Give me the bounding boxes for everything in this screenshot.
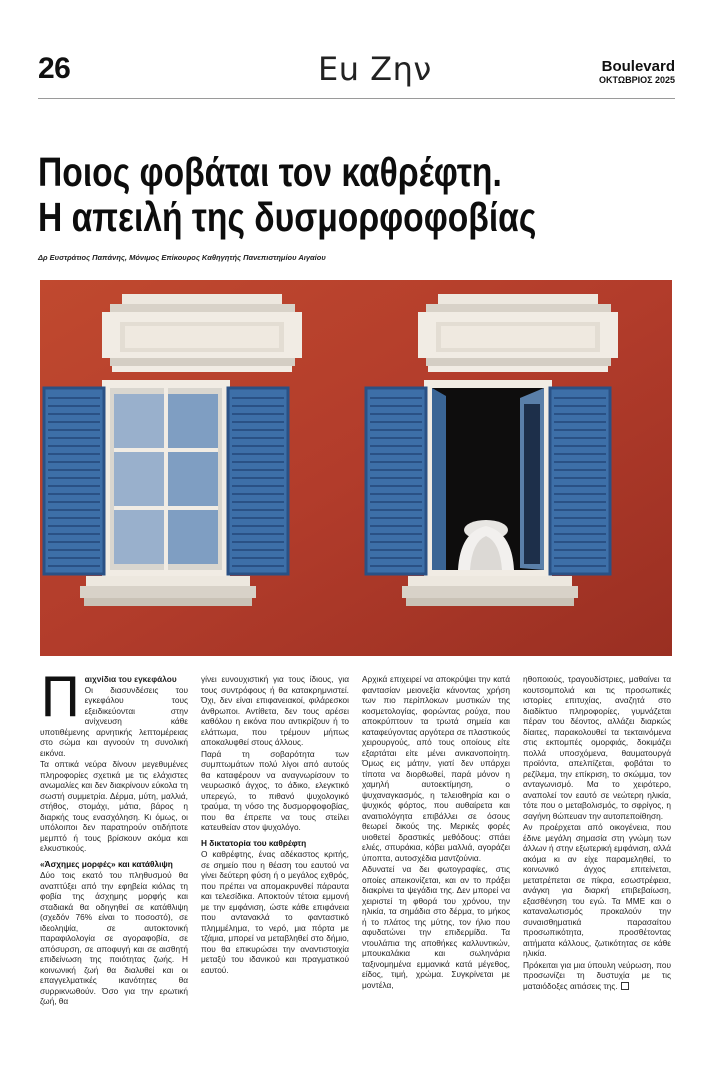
paragraph: Οι διασυνδέσεις του εγκεφάλου τους εξειδικεύονται στην ανίχνευση κάθε υποτιθέμενης αρνητικής λεπτομέρειας στο σώμα και αγνοούν τη συνολική εικόνα. (40, 684, 188, 758)
paragraph: Αρχικά επιχειρεί να αποκρύψει την κατά φαντασίαν μειονεξία κάνοντας χρήση των πιο περίπλοκων μυστικών της κοσμετολογίας, φορώντας ρούχα, που αποκρύπτουν τα τρωτά σημεία και καταφεύγοντας αργότερα σε πλαστικούς χειρουργούς, από τους οποίους είτε εξαρτάται είτε μένει ανικανοποίητη. Όμως εις μάτην, γιατί δεν υπάρχει τίποτα να διορθωθεί, παρά μόνον η χαμηλή αυτοεκτίμηση, ο ψυχαναγκασμός, η τελειοθηρία και ο ψυχικός φόρτος, που αυθαίρετα και αναιτιολόγητα επιβάλλει σε όσους θεωρεί δικούς της. Μερικές φορές υιοθετεί δραστικές μεθόδους: σπάει ελιές, σπυράκια, κόβει μαλλιά, αγοράζει ύποπτα, αυτοσχέδια μαντζούνια. (362, 674, 510, 863)
paragraph: ηθοποιούς, τραγουδίστριες, μαθαίνει τα κουτσομπολιά και τις προσωπικές ιστορίες επιτυχίας, αναζητά στο διαδίκτυο πληροφορίες, γυμνάζεται πέραν του δέοντος, αλλάζει διαρκώς δίαιτες, παρακολουθεί τα τεκταινόμενα στις εκπομπές ομορφιάς, δοκιμάζει πολλά υποσχόμενα, θαυματουργά προϊόντα, απελπίζεται, φοβάται το ρεζίλεμα, την επίκριση, το σκώμμα, τον ανταγωνισμό. Μα το χειρότερο, αναπολεί τον εαυτό σε νεώτερη ηλικία, τότε που ο μεταβολισμός, το σφρίγος, η σαγήνη θώπευαν την αυτοπεποίθηση. (523, 674, 671, 821)
article-title (38, 150, 563, 240)
issue-date: ΟΚΤΩΒΡΙΟΣ 2025 (599, 75, 675, 85)
article-body (40, 666, 672, 1074)
lead-subheading: αιχνίδια του εγκεφάλου (84, 674, 177, 684)
page-number: 26 (38, 52, 71, 85)
header-divider (38, 98, 675, 99)
section-title: Eu Zην (318, 50, 432, 88)
paragraph: Αν προέρχεται από οικογένεια, που έδινε μεγάλη σημασία στη γνώμη των άλλων ή στην εξωτερική εμφάνιση, αλλά ακόμα κι αν είχε παραμεληθεί, το κοινωνικό άγχος επιτείνεται, μετατρέπεται σε πίκρα, εσωστρέφεια, ανάγκη για διαρκή επιβεβαίωση, εξασθένηση του εγώ. Τα ΜΜΕ και ο καταναλωτισμός προκαλούν την συναισθηματικά παρασαίτου προσωπικότητα, προσθέτοντας αιτήματα κάλλους, ζωτικότητας σε κάθε ηλικία. (523, 822, 671, 958)
column-2 (201, 674, 349, 976)
magazine-brand (599, 60, 675, 85)
paragraph: Παρά τη σοβαρότητα των συμπτωμάτων πολύ λίγοι από αυτούς θα καταφέρουν να αναγνωρίσουν το νευρωσικό άγχος, το άδικο, ελεγκτικό υπερεγώ, το πιθανό ψυχολογικό τραύμα, τη νόσο της δυσμορφοφοβίας, που θα έπρεπε να τους στείλει κατευθείαν στον ψυχολόγο. (201, 748, 349, 832)
paragraph: Δύο τοις εκατό του πληθυσμού θα αναπτύξει από την εφηβεία κιόλας τη φοβία της άσχημης μορφής και σταδιακά θα οδηγηθεί σε κατάθλιψη (σχεδόν 76% είναι το ποσοστό), σε ιδεοληψία, σε αυτοκτονική παραφιλολογία σε αγοραφοβία, σε απόσυρση, σε αποφυγή και σε αισθητή επιδείνωση της ποιότητας ζωής. Η κοινωνική ζωή θα διαλυθεί και οι επαγγελματικές ικανότητες θα συρρικνωθούν. Όσο για την ερωτική ζωή, θα (40, 870, 188, 1006)
closing-text: Πρόκειται για μια ύπουλη νεύρωση, που προσωνίζει τη δυστυχία με τις ματαιόδοξες αιτιάσεις της. (523, 959, 671, 991)
subheading: Η δικτατορία του καθρέφτη (201, 837, 307, 848)
title-line-1: Ποιος φοβάται τον καθρέφτη. (38, 149, 502, 195)
paragraph (523, 960, 671, 992)
paragraph: Τα οπτικά νεύρα δίνουν μεγεθυμένες πληροφορίες σχετικά με τις ελάχιστες ανωμαλίες και δεν διακρίνουν εύκολα τη σωστή συμμετρία. Δέρμα, μύτη, μαλλιά, στήθος, στομάχι, μάτια, βάρος η διαρκής τους ενασχόληση. Κι όμως, οι υπόλοιποι δεν παρατηρούν οτιδήποτε μεμπτό ή τους βρίσκουν ακόμα και ελκυστικούς. (40, 759, 188, 853)
paragraph: Αδυνατεί να δει φωτογραφίες, στις οποίες απεικονίζεται, και αν το πράξει διακρίνει τα ψεγάδια της. Δεν μπορεί να χειριστεί τη φθορά του χρόνου, την ηλικία, τα σημάδια στο δέρμα, το μήκος ή το πλάτος της μύτης, τον ήλιο που αφυδατώνει την επιδερμίδα. Τα ντουλάπια της αποθήκες καλλυντικών, μπουκαλάκια και σωληνάρια ταξινομημένα εμμανικά κατά μέγεθος, είδος, τιμή, χρώμα. Συγκρίνεται με μοντέλα, (362, 864, 510, 990)
column-4 (523, 674, 671, 992)
column-1 (40, 666, 188, 1008)
column-3 (362, 674, 510, 991)
article-byline: Δρ Ευστράτιος Παπάνης, Μόνιμος Επίκουρος Καθηγητής Πανεπιστημίου Αιγαίου (38, 253, 326, 262)
end-mark-icon (621, 982, 629, 990)
paragraph: Ο καθρέφτης, ένας αδέκαστος κριτής, σε σημείο που η θέαση του εαυτού να γίνει δεύτερη φύση ή ο μεγάλος εχθρός, που πρέπει να απομακρυνθεί πάραυτα και τελεσίδικα. Αποκτούν τέτοια εμμονή με την εμφάνιση, ώστε κάθε επιφάνεια που αντανακλά το φανταστικό πλημμέλημα, το νερό, μια πόρτα με τζάμια, μπορεί να μεταβληθεί στο δήμιο, που θα επικυρώσει την αναντιστοιχία μεταξύ του ιδανικού και πραγματικού εαυτού. (201, 849, 349, 975)
drop-cap: Π (40, 666, 81, 729)
photo-two-windows-man (40, 280, 672, 656)
article-photo (40, 280, 672, 656)
title-line-2: Η απειλή της δυσμορφοφοβίας (38, 194, 537, 240)
paragraph: γίνει ευνουχιστική για τους ίδιους, για τους συντρόφους ή θα κατακρημνιστεί. Όχι, δεν είναι επιφανειακοί, φιλάρεσκοι άνθρωποι. Αντίθετα, δεν τους αρέσει καθόλου η εικόνα που αντικρίζουν ή το ελάττωμα, που τρέμουν μήπως αποκαλυφθεί στους άλλους. (201, 674, 349, 747)
subheading: «Άσχημες μορφές» και κατάθλιψη (40, 858, 173, 869)
brand-name: Boulevard (601, 58, 675, 75)
